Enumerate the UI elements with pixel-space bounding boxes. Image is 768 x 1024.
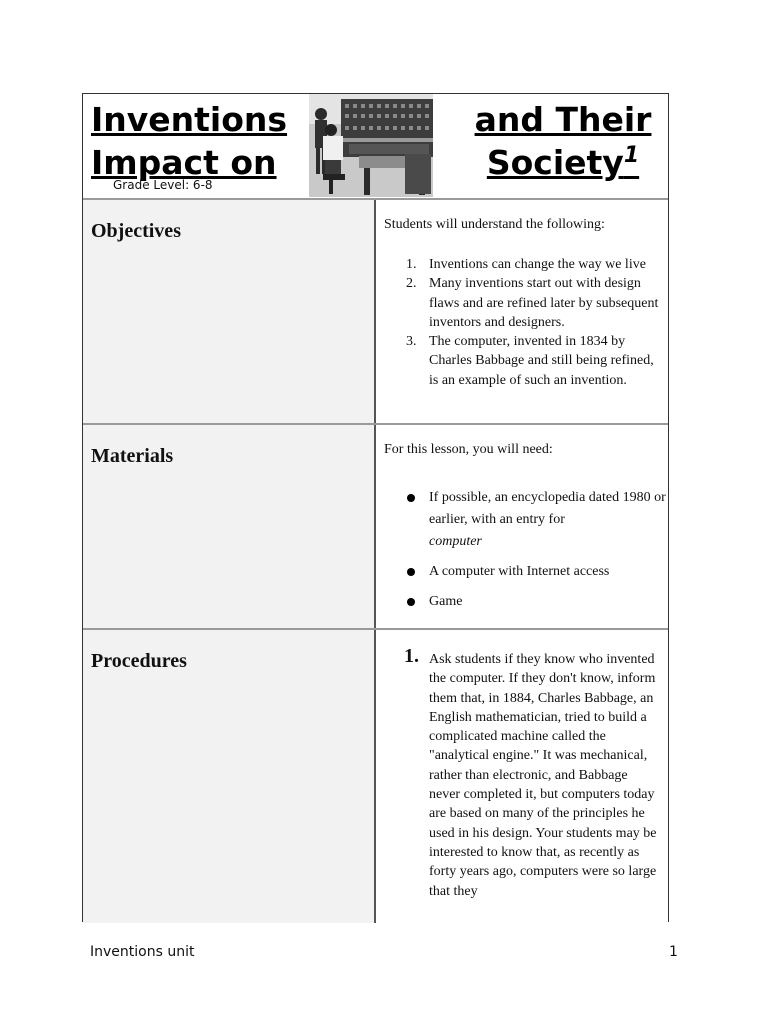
materials-row: [83, 425, 668, 630]
title-left: [91, 98, 301, 184]
title-society: Society: [486, 143, 624, 182]
list-item: [406, 591, 666, 612]
objectives-label: Objectives: [91, 220, 181, 242]
list-text: If possible, an encyclopedia dated 1980 or earlier, with an entry for: [429, 490, 666, 527]
list-item: [406, 274, 666, 332]
historic-computer-photo: [309, 94, 433, 197]
materials-label: Materials: [91, 445, 174, 467]
title-left-line-1: Inventions: [91, 100, 288, 139]
objectives-list: [406, 255, 666, 390]
bullet-icon: [407, 494, 415, 502]
bullet-icon: [407, 568, 415, 576]
bullet-icon: [407, 598, 415, 606]
footnote-marker[interactable]: 1: [623, 143, 640, 168]
materials-list: [406, 487, 666, 612]
title-right: [463, 98, 663, 184]
lesson-plan-table: [82, 93, 669, 922]
procedure-step: [404, 645, 662, 901]
objectives-row: [83, 200, 668, 425]
list-number: 3.: [406, 334, 417, 350]
list-item: [406, 255, 666, 274]
title-right-line-2: [463, 141, 663, 184]
materials-intro: For this lesson, you will need:: [384, 442, 553, 457]
title-right-line-1: and Their: [474, 100, 652, 139]
step-text: Ask students if they know who invented the computer. If they don't know, inform them that, in 1884, Charles Babbage, an English mathematician, tried to build a complicated machine called the "analytical engine." It was mechanical, rather than electronic, and Babbage never completed it, but computers today are based on many of the principles he used in his design. Your students may be interested to know that, as recently as forty years ago, computers were so large that they: [429, 652, 657, 899]
list-number: 1.: [406, 257, 417, 272]
grade-level: Grade Level: 6-8: [113, 178, 213, 192]
page-number: 1: [669, 944, 678, 960]
objectives-intro: Students will understand the following:: [384, 217, 605, 232]
procedures-label: Procedures: [91, 650, 187, 672]
procedures-content-cell: [376, 630, 668, 923]
footer-title: Inventions unit: [90, 944, 195, 960]
list-number: 2.: [406, 276, 417, 292]
procedures-label-cell: [83, 630, 376, 923]
list-text: Game: [429, 594, 463, 609]
materials-content-cell: [376, 425, 668, 628]
procedures-row: [83, 630, 668, 923]
list-item: [406, 332, 666, 390]
objectives-label-cell: [83, 200, 376, 423]
list-item: [406, 487, 666, 553]
list-text: Inventions can change the way we live: [429, 257, 646, 272]
list-text-italic: computer: [429, 534, 482, 549]
list-text: The computer, invented in 1834 by Charles Babbage and still being refined, is an example of such an invention.: [429, 334, 654, 388]
list-item: [406, 561, 666, 582]
step-number: 1.: [404, 645, 419, 667]
list-text: Many inventions start out with design flaws and are refined later by subsequent inventors and designers.: [429, 276, 659, 330]
list-text: A computer with Internet access: [429, 564, 610, 579]
materials-label-cell: [83, 425, 376, 628]
title-header: [83, 94, 668, 200]
title-left-line-2: Impact on: [91, 143, 277, 182]
objectives-content-cell: [376, 200, 668, 423]
